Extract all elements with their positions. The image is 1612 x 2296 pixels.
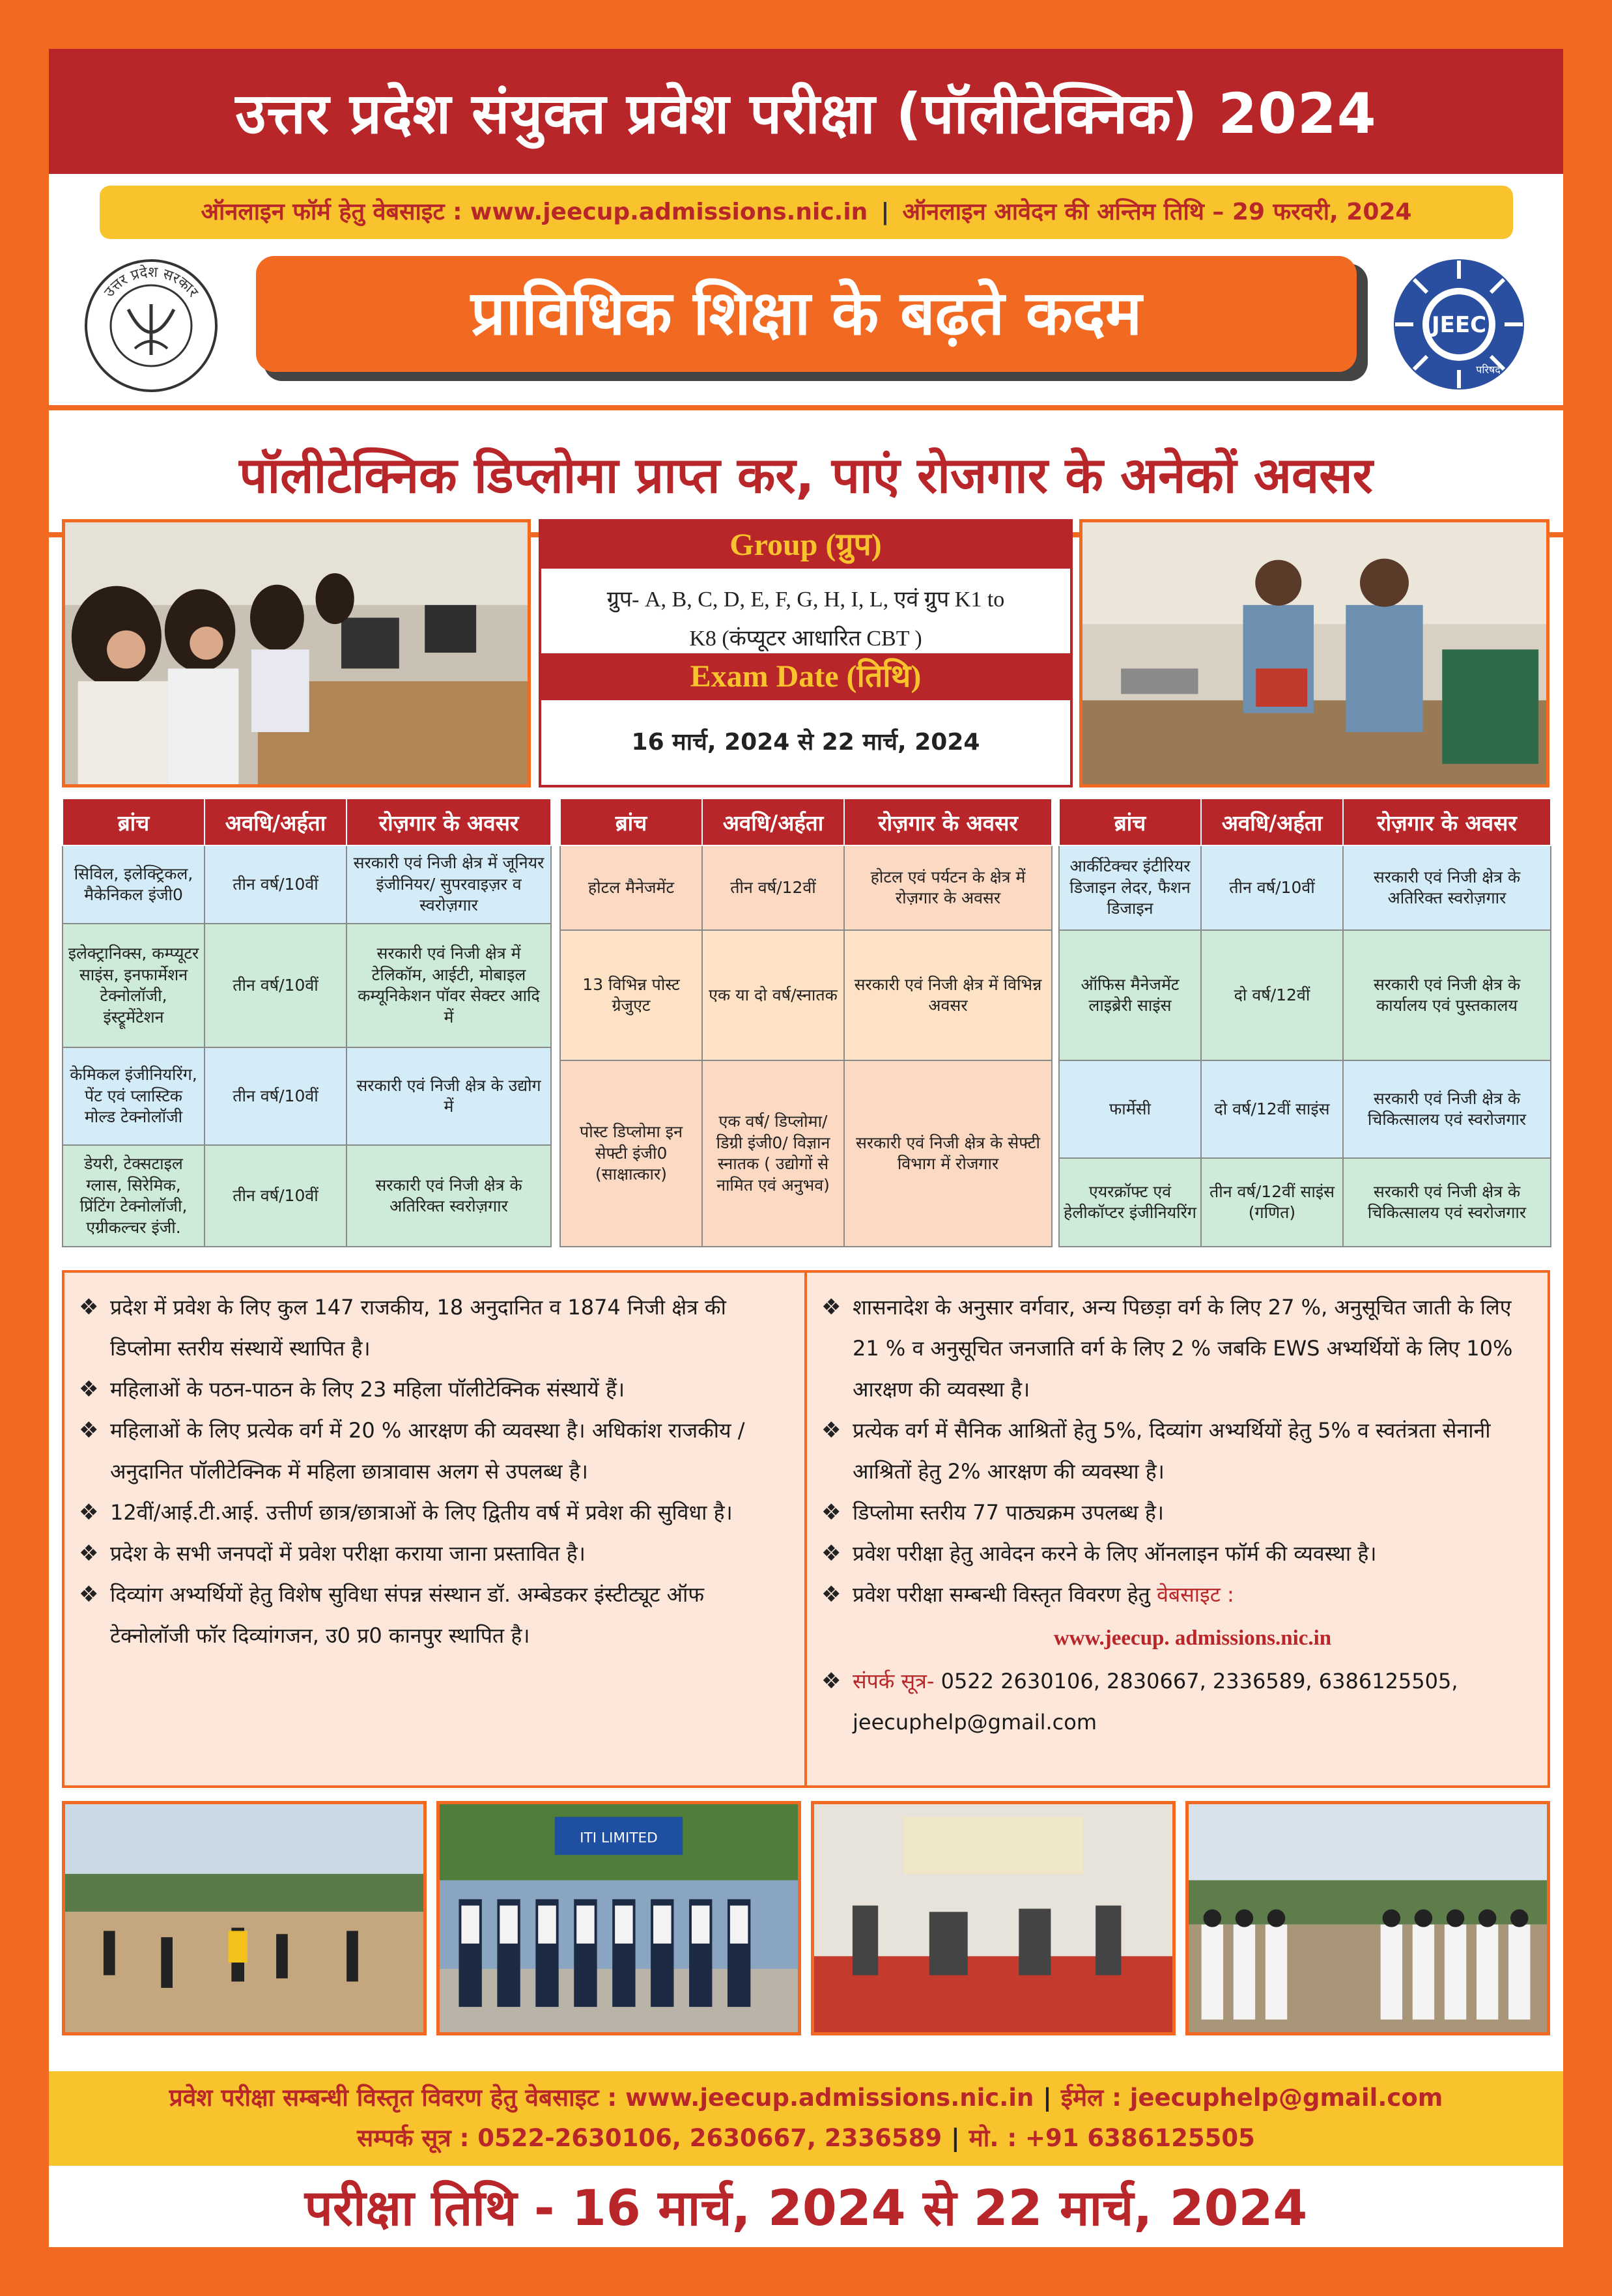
- table-row: [63, 924, 551, 1047]
- diamond-bullet-icon: ❖: [79, 1294, 99, 1320]
- divider: [49, 405, 1563, 410]
- group-title: Group (ग्रुप): [541, 522, 1070, 569]
- cell-employment: सरकारी एवं निजी क्षेत्र में जूनियर इंजीनियर/ सुपरवाइज़र व स्वरोज़गार: [346, 845, 551, 924]
- info-item-website: ❖ प्रवेश परीक्षा सम्बन्धी विस्तृत विवरण हेतु वेबसाइट :: [853, 1574, 1533, 1615]
- cell-branch: केमिकल इंजीनियरिंग, पेंट एवं प्लास्टिक मोल्ड टेक्नोलॉजी: [63, 1047, 205, 1145]
- cell-employment: सरकारी एवं निजी क्षेत्र में टेलिकॉम, आईटी, मोबाइल कम्यूनिकेशन पॉवर सेक्टर आदि में: [346, 924, 551, 1047]
- table-row: [560, 930, 1052, 1060]
- table-row: [1059, 930, 1551, 1060]
- cell-branch: डेयरी, टेक्सटाइल ग्लास, सिरेमिक, प्रिंटिंग टेक्नोलॉजी, एग्रीकल्चर इंजी.: [63, 1145, 205, 1247]
- diamond-bullet-icon: ❖: [79, 1581, 99, 1608]
- slogan-banner: प्राविधिक शिक्षा के बढ़ते कदम: [256, 256, 1357, 372]
- contact-email[interactable]: jeecuphelp@gmail.com: [853, 1710, 1097, 1735]
- cell-duration: तीन वर्ष/10वीं: [205, 924, 346, 1047]
- photo-sports-field: [62, 1801, 427, 2035]
- exam-date-banner: परीक्षा तिथि - 16 मार्च, 2024 से 22 मार्च, 2024: [304, 2179, 1308, 2237]
- table-row: [1059, 1060, 1551, 1158]
- diamond-bullet-icon: ❖: [821, 1540, 841, 1566]
- separator: |: [881, 199, 890, 225]
- photo-group-iti: [436, 1801, 801, 2035]
- diamond-bullet-icon: ❖: [821, 1668, 841, 1694]
- footer-line-1: प्रवेश परीक्षा सम्बन्धी विस्तृत विवरण हेतु वेबसाइट : www.jeecup.admissions.nic.in | ईमेल : jeecuphelp@gmail.com: [169, 2084, 1443, 2112]
- cell-duration: एक या दो वर्ष/स्नातक: [702, 930, 844, 1060]
- group-text: [541, 569, 1070, 653]
- table-row: [560, 1060, 1052, 1247]
- col-header-employment: रोज़गार के अवसर: [346, 799, 551, 845]
- group-text-line1: ग्रुप- A, B, C, D, E, F, G, H, I, L, एवं ग्रुप K1 to: [606, 588, 1005, 612]
- diamond-bullet-icon: ❖: [821, 1581, 841, 1608]
- cell-branch: ऑफिस मैनेजमेंट लाइब्रेरी साइंस: [1059, 930, 1201, 1060]
- cell-duration: तीन वर्ष/10वीं: [205, 845, 346, 924]
- emblem-left-text: उत्तर प्रदेश सरकार: [101, 264, 201, 301]
- info-item: ❖ प्रदेश के सभी जनपदों में प्रवेश परीक्षा कराया जाना प्रस्तावित है।: [110, 1533, 787, 1574]
- info-item: ❖ प्रत्येक वर्ग में सैनिक आश्रितों हेतु 5%, दिव्यांग अभ्यर्थियों हेतु 5% व स्वतंत्रता सेनानी आश्रितों हेतु 2% आरक्षण की व्यवस्था है।: [853, 1410, 1533, 1492]
- col-header-duration: अवधि/अर्हता: [1201, 799, 1343, 845]
- footer-contact-bar: [49, 2071, 1563, 2166]
- table-row: [1059, 845, 1551, 930]
- footer-line-2: सम्पर्क सूत्र : 0522-2630106, 2630667, 2336589 | मो. : +91 6386125505: [357, 2124, 1255, 2152]
- exam-dates: 16 मार्च, 2024 से 22 मार्च, 2024: [631, 729, 980, 756]
- jeec-logo-subtext: परिषद: [1476, 363, 1501, 376]
- table-row: [63, 845, 551, 924]
- cell-employment: सरकारी एवं निजी क्षेत्र के चिकित्सालय एवं स्वरोजगार: [1343, 1158, 1551, 1247]
- diamond-bullet-icon: ❖: [821, 1294, 841, 1320]
- cell-branch: पोस्ट डिप्लोमा इन सेफ्टी इंजी0 (साक्षात्कार): [560, 1060, 702, 1247]
- group-info-panel: [539, 519, 1073, 787]
- jeec-logo-text: JEEC: [1431, 312, 1487, 338]
- info-item: ❖ डिप्लोमा स्तरीय 77 पाठ्यक्रम उपलब्ध है।: [853, 1492, 1533, 1533]
- headline: पॉलीटेक्निक डिप्लोमा प्राप्त कर, पाएं रोजगार के अनेकों अवसर: [239, 446, 1373, 504]
- info-item: ❖ 12वीं/आई.टी.आई. उत्तीर्ण छात्र/छात्राओं के लिए द्वितीय वर्ष में प्रवेश की सुविधा है।: [110, 1492, 787, 1533]
- poster: [49, 49, 1563, 2247]
- footer-website[interactable]: प्रवेश परीक्षा सम्बन्धी विस्तृत विवरण हेतु वेबसाइट : www.jeecup.admissions.nic.in: [169, 2084, 1034, 2112]
- contact-numbers: 0522 2630106, 2830667, 2336589, 6386125505,: [940, 1669, 1458, 1694]
- exam-date-title: Exam Date (तिथि): [541, 653, 1070, 700]
- info-box: [62, 1270, 1550, 1788]
- cell-duration: तीन वर्ष/12वीं: [702, 845, 844, 930]
- col-header-branch: ब्रांच: [1059, 799, 1201, 845]
- cell-employment: सरकारी एवं निजी क्षेत्र के अतिरिक्त स्वरोज़गार: [346, 1145, 551, 1247]
- cell-employment: सरकारी एवं निजी क्षेत्र में विभिन्न अवसर: [844, 930, 1052, 1060]
- cell-duration: तीन वर्ष/10वीं: [205, 1145, 346, 1247]
- col-header-duration: अवधि/अर्हता: [205, 799, 346, 845]
- col-header-branch: ब्रांच: [560, 799, 702, 845]
- cell-duration: तीन वर्ष/12वीं साइंस (गणित): [1201, 1158, 1343, 1247]
- diamond-bullet-icon: ❖: [79, 1499, 99, 1525]
- up-government-emblem: [83, 257, 219, 394]
- col-header-duration: अवधि/अर्हता: [702, 799, 844, 845]
- branch-table-1: [62, 798, 552, 1247]
- cell-employment: सरकारी एवं निजी क्षेत्र के चिकित्सालय एवं स्वरोजगार: [1343, 1060, 1551, 1158]
- cell-employment: सरकारी एवं निजी क्षेत्र के कार्यालय एवं पुस्तकालय: [1343, 930, 1551, 1060]
- info-item: ❖ महिलाओं के पठन-पाठन के लिए 23 महिला पॉलीटेक्निक संस्थायें हैं।: [110, 1369, 787, 1410]
- cell-branch: एयरक्रॉफ्ट एवं हेलीकॉप्टर इंजीनियरिंग: [1059, 1158, 1201, 1247]
- cell-branch: आर्कीटेक्चर इंटीरियर डिजाइन लेदर, फैशन डिजाइन: [1059, 845, 1201, 930]
- cell-branch: होटल मैनेजमेंट: [560, 845, 702, 930]
- cell-duration: दो वर्ष/12वीं साइंस: [1201, 1060, 1343, 1158]
- info-item: ❖ प्रवेश परीक्षा हेतु आवेदन करने के लिए ऑनलाइन फॉर्म की व्यवस्था है।: [853, 1533, 1533, 1574]
- photo-assembly: [1185, 1801, 1550, 2035]
- info-item: ❖ शासनादेश के अनुसार वर्गवार, अन्य पिछड़ा वर्ग के लिए 27 %, अनुसूचित जाती के लिए 21 % व अनुसूचित जनजाति वर्ग के लिए 2 % जबकि EWS अभ्यर्थियों के लिए 10% आरक्षण की व्यवस्था है।: [853, 1287, 1533, 1410]
- cell-employment: सरकारी एवं निजी क्षेत्र के सेफ्टी विभाग में रोजगार: [844, 1060, 1052, 1247]
- info-item-contact: ❖ संपर्क सूत्र- 0522 2630106, 2830667, 2336589, 6386125505,: [853, 1661, 1533, 1702]
- cell-duration: तीन वर्ष/10वीं: [205, 1047, 346, 1145]
- title-bar: [49, 49, 1563, 174]
- table-row: [63, 1145, 551, 1247]
- photo-computer-lab: [62, 519, 531, 787]
- branch-table-3: [1058, 798, 1551, 1247]
- table-row: [560, 845, 1052, 930]
- cell-employment: होटल एवं पर्यटन के क्षेत्र में रोज़गार के अवसर: [844, 845, 1052, 930]
- diamond-bullet-icon: ❖: [821, 1417, 841, 1443]
- info-item: ❖ दिव्यांग अभ्यर्थियों हेतु विशेष सुविधा संपन्न संस्थान डॉ. अम्बेडकर इंस्टीट्यूट ऑफ टेक्नोलॉजी फॉर दिव्यांगजन, उ0 प्र0 कानपुर स्थापित है।: [110, 1574, 787, 1656]
- info-website-link[interactable]: www.jeecup. admissions.nic.in: [1053, 1626, 1332, 1650]
- banner-sign-text: ITI LIMITED: [580, 1830, 658, 1847]
- website-label[interactable]: ऑनलाइन फॉर्म हेतु वेबसाइट : www.jeecup.admissions.nic.in: [201, 199, 868, 225]
- cell-branch: इलेक्ट्रानिक्स, कम्प्यूटर साइंस, इनफार्मेशन टेक्नोलॉजी, इंस्ट्रूमेंटेशन: [63, 924, 205, 1047]
- jeec-logo: [1391, 253, 1527, 396]
- info-item: ❖ महिलाओं के लिए प्रत्येक वर्ग में 20 % आरक्षण की व्यवस्था है। अधिकांश राजकीय / अनुदानित पॉलीटेक्निक में महिला छात्रावास अलग से उपलब्ध है।: [110, 1410, 787, 1492]
- table-row: [63, 1047, 551, 1145]
- footer-email[interactable]: ईमेल : jeecuphelp@gmail.com: [1060, 2084, 1443, 2112]
- cell-employment: सरकारी एवं निजी क्षेत्र के अतिरिक्त स्वरोज़गार: [1343, 845, 1551, 930]
- col-header-employment: रोज़गार के अवसर: [844, 799, 1052, 845]
- info-column-left: [64, 1273, 807, 1785]
- diamond-bullet-icon: ❖: [79, 1540, 99, 1566]
- table-row: [1059, 1158, 1551, 1247]
- deadline-label: ऑनलाइन आवेदन की अन्तिम तिथि – 29 फरवरी, 2024: [902, 199, 1412, 225]
- cell-branch: फार्मेसी: [1059, 1060, 1201, 1158]
- branch-table-2: [559, 798, 1053, 1247]
- footer-mobile: मो. : +91 6386125505: [969, 2124, 1255, 2152]
- cell-duration: तीन वर्ष/10वीं: [1201, 845, 1343, 930]
- photo-workshop: [1079, 519, 1549, 787]
- diamond-bullet-icon: ❖: [821, 1499, 841, 1525]
- website-deadline-bar: [100, 186, 1513, 239]
- diamond-bullet-icon: ❖: [79, 1417, 99, 1443]
- cell-employment: सरकारी एवं निजी क्षेत्र के उद्योग में: [346, 1047, 551, 1145]
- cell-branch: 13 विभिन्न पोस्ट ग्रेजुएट: [560, 930, 702, 1060]
- footer-phone: सम्पर्क सूत्र : 0522-2630106, 2630667, 2336589: [357, 2124, 942, 2152]
- photo-yoga: [811, 1801, 1176, 2035]
- col-header-employment: रोज़गार के अवसर: [1343, 799, 1551, 845]
- info-item: ❖ प्रदेश में प्रवेश के लिए कुल 147 राजकीय, 18 अनुदानित व 1874 निजी क्षेत्र की डिप्लोमा स्तरीय संस्थायें स्थापित है।: [110, 1287, 787, 1369]
- page-title: उत्तर प्रदेश संयुक्त प्रवेश परीक्षा (पॉलीटेक्निक) 2024: [235, 81, 1377, 147]
- cell-duration: एक वर्ष/ डिप्लोमा/ डिग्री इंजी0/ विज्ञान स्नातक ( उद्योगों से नामित एवं अनुभव): [702, 1060, 844, 1247]
- diamond-bullet-icon: ❖: [79, 1376, 99, 1402]
- group-text-line2: K8 (कंप्यूटर आधारित CBT ): [689, 627, 922, 651]
- cell-branch: सिविल, इलेक्ट्रिकल, मैकेनिकल इंजी0: [63, 845, 205, 924]
- cell-duration: दो वर्ष/12वीं: [1201, 930, 1343, 1060]
- info-column-right: [807, 1273, 1549, 1785]
- col-header-branch: ब्रांच: [63, 799, 205, 845]
